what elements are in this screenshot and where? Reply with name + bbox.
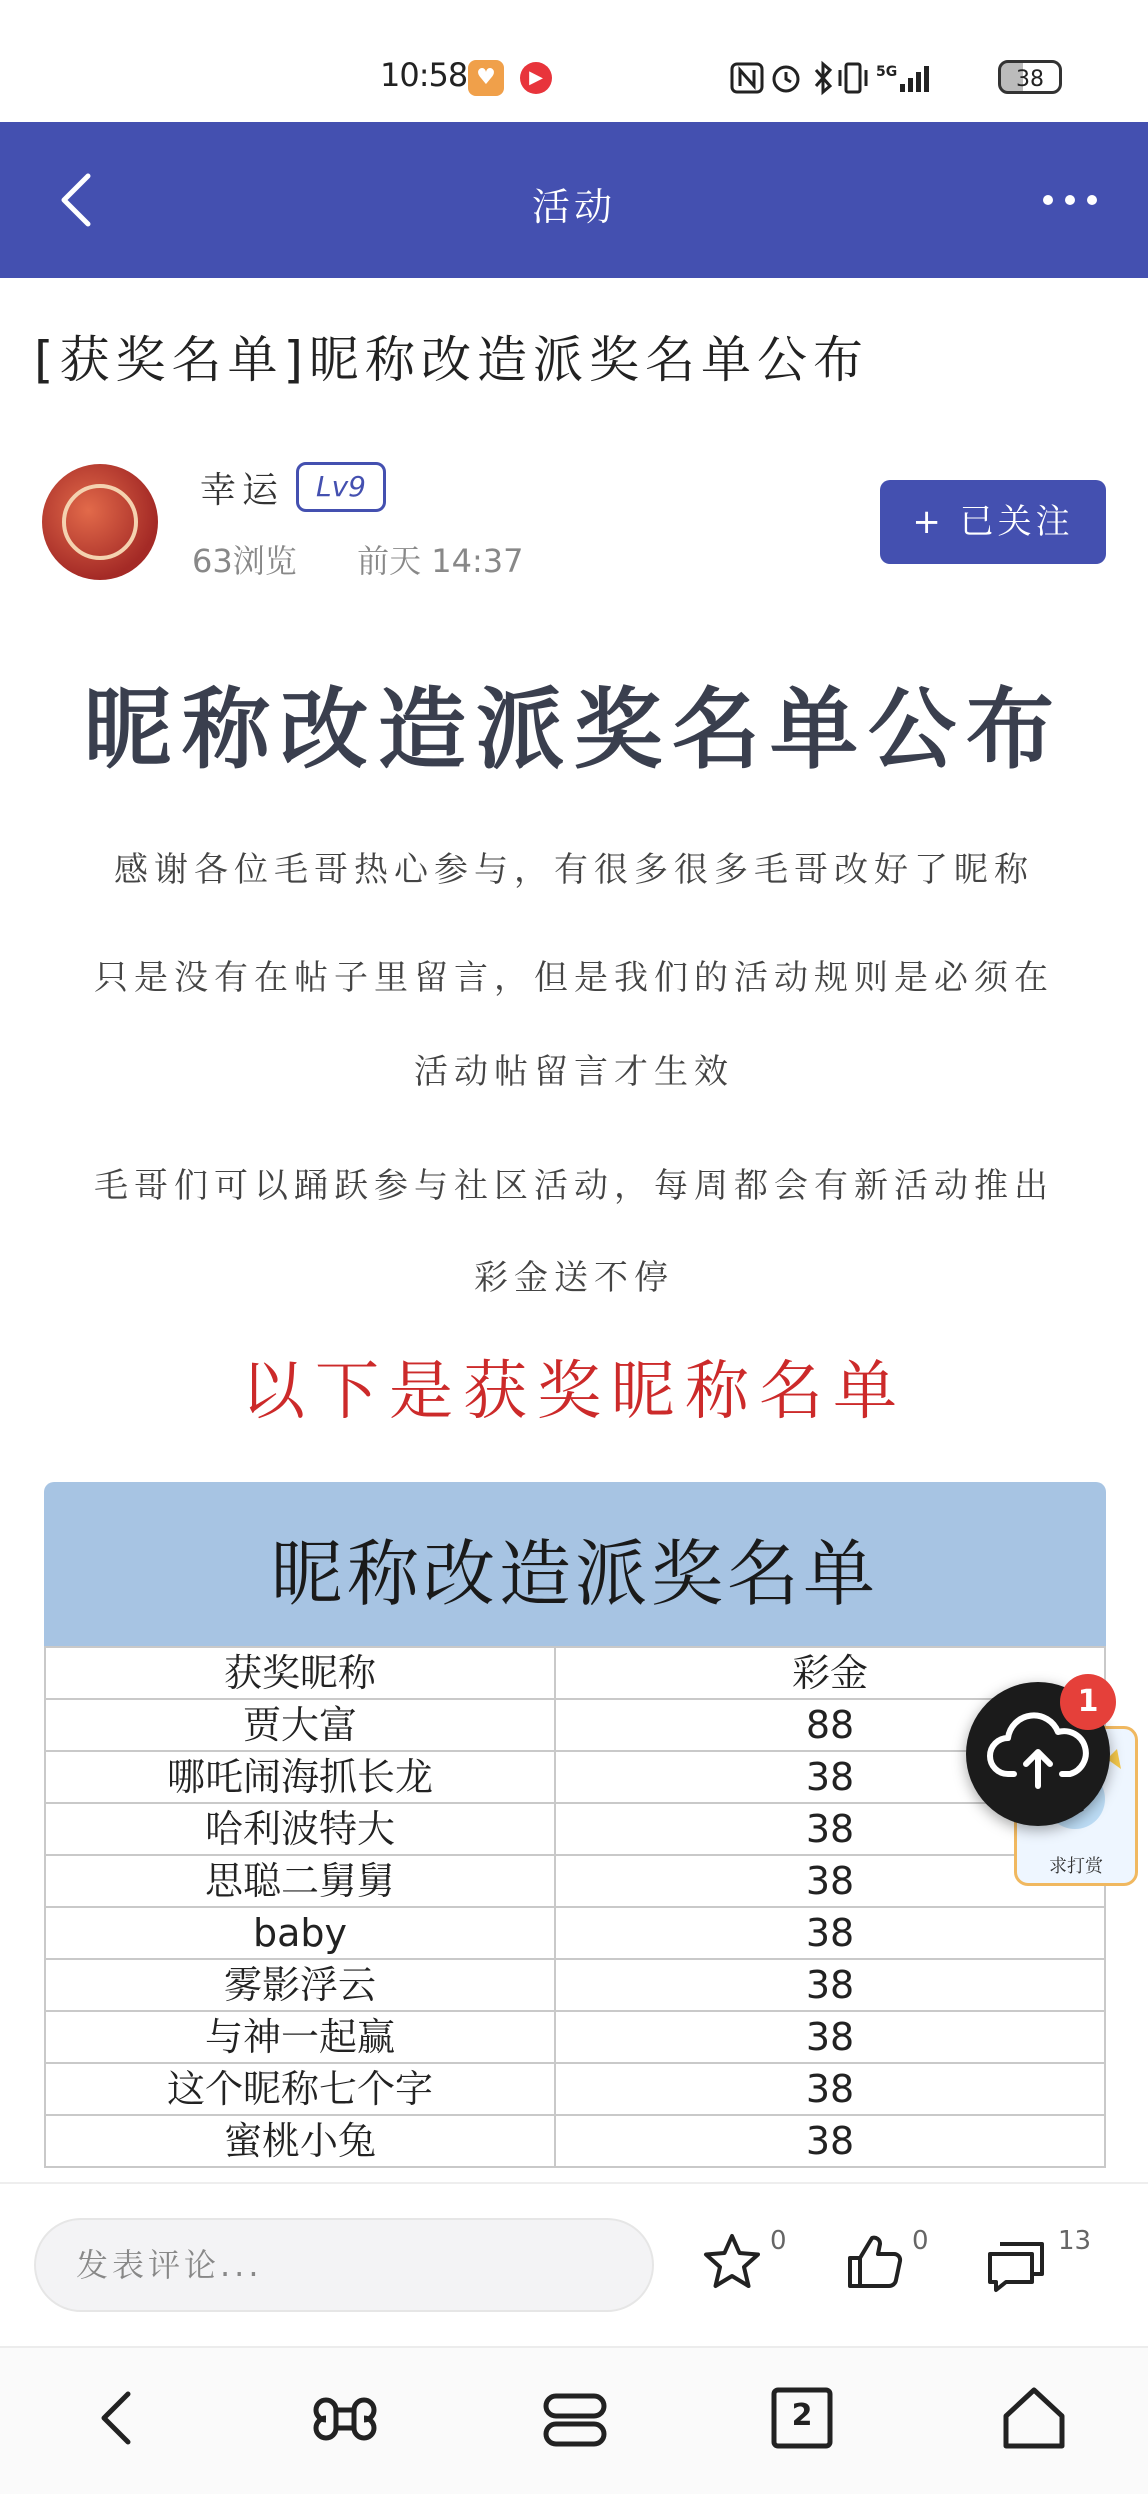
table-row: [45, 1803, 1105, 1855]
follow-button[interactable]: + 已关注: [880, 480, 1106, 564]
video-app-icon: ▶: [520, 62, 552, 94]
5g-signal-icon: [876, 64, 929, 92]
post-time: 前天 14:37: [357, 542, 524, 580]
winner-nickname: 贾大富: [45, 1699, 555, 1751]
winner-nickname: 这个昵称七个字: [45, 2063, 555, 2115]
winner-nickname: 哈利波特大: [45, 1803, 555, 1855]
table-row: [45, 2063, 1105, 2115]
page-title: 活动: [531, 185, 616, 229]
command-icon: [312, 2386, 378, 2452]
author-name[interactable]: 幸运: [200, 470, 285, 511]
favorite-count: 0: [770, 2226, 787, 2256]
winner-nickname: 思聪二舅舅: [45, 1855, 555, 1907]
table-row: [45, 2115, 1105, 2167]
winner-nickname: 与神一起赢: [45, 2011, 555, 2063]
winner-prize: 38: [555, 1751, 1105, 1803]
nav-home-button[interactable]: [1000, 2384, 1068, 2456]
winner-prize: 38: [555, 1855, 1105, 1907]
alarm-icon: [774, 67, 798, 91]
vibrate-icon: [840, 64, 866, 92]
avatar-koi-decoration: [62, 484, 138, 560]
favorite-button[interactable]: [700, 2230, 764, 2298]
table-header-row: [45, 1647, 1105, 1699]
notification-badge: 1: [1060, 1674, 1116, 1730]
winner-prize: 38: [555, 2063, 1105, 2115]
winner-prize: 38: [555, 1803, 1105, 1855]
avatar[interactable]: [42, 464, 158, 580]
winner-prize: 38: [555, 2115, 1105, 2167]
table-title: 昵称改造派奖名单: [270, 1532, 879, 1616]
table-row: [45, 1699, 1105, 1751]
winners-table-image[interactable]: [44, 1482, 1106, 2182]
winner-nickname: 哪吒闹海抓长龙: [45, 1751, 555, 1803]
winners-table: [44, 1646, 1106, 2168]
winners-heading: 以下是获奖昵称名单: [241, 1355, 907, 1429]
winner-nickname: 蜜桃小兔: [45, 2115, 555, 2167]
status-time: 10:58: [380, 56, 468, 94]
winner-prize: 38: [555, 2011, 1105, 2063]
mascot-label: 求打赏: [1049, 1856, 1103, 1877]
article-paragraph-4: 毛哥们可以踊跃参与社区活动，每周都会有新活动推出: [94, 1166, 1054, 1206]
like-count: 0: [912, 2226, 929, 2256]
nfc-icon: [732, 64, 762, 92]
like-button[interactable]: [842, 2230, 906, 2298]
more-icon[interactable]: [1040, 190, 1100, 214]
bluetooth-icon: [816, 64, 830, 92]
post-meta: [192, 536, 523, 582]
home-icon: [1000, 2384, 1068, 2452]
nav-back-button[interactable]: [90, 2386, 146, 2454]
comment-icon: [984, 2230, 1048, 2294]
article-paragraph-3: 活动帖留言才生效: [414, 1052, 734, 1092]
comment-count: 13: [1058, 2226, 1092, 2256]
nav-apps-button[interactable]: [312, 2386, 378, 2456]
chevron-left-icon: [90, 2386, 146, 2450]
article-paragraph-1: 感谢各位毛哥热心参与，有很多很多毛哥改好了昵称: [114, 850, 1034, 890]
svg-text:5G: 5G: [876, 64, 898, 80]
table-row: [45, 1907, 1105, 1959]
status-icons: [730, 58, 980, 102]
winner-nickname: baby: [45, 1907, 555, 1959]
column-header: 获奖昵称: [45, 1647, 555, 1699]
winner-prize: 88: [555, 1699, 1105, 1751]
winner-prize: 38: [555, 1907, 1105, 1959]
article-paragraph-2: 只是没有在帖子里留言，但是我们的活动规则是必须在: [94, 958, 1054, 998]
comments-button[interactable]: [984, 2230, 1048, 2298]
column-header: 彩金: [555, 1647, 1105, 1699]
post-title: [获奖名单]昵称改造派奖名单公布: [34, 331, 870, 389]
view-count: 63浏览: [192, 542, 297, 580]
thumbs-up-icon: [842, 2230, 906, 2294]
winner-prize: 38: [555, 1959, 1105, 2011]
app-notification-icon: ♥: [468, 60, 504, 96]
winner-nickname: 雾影浮云: [45, 1959, 555, 2011]
article-heading: 昵称改造派奖名单公布: [83, 678, 1064, 781]
battery-icon: 38: [998, 60, 1062, 94]
tabs-count: 2: [791, 2398, 813, 2433]
menu-icon: [540, 2390, 610, 2450]
table-row: [45, 2011, 1105, 2063]
article-paragraph-5: 彩金送不停: [474, 1258, 674, 1298]
table-row: [45, 1855, 1105, 1907]
star-icon: [700, 2230, 764, 2294]
level-badge: Lv9: [296, 462, 386, 512]
nav-menu-button[interactable]: [540, 2390, 610, 2454]
comment-input[interactable]: 发表评论...: [34, 2218, 654, 2312]
table-row: [45, 1959, 1105, 2011]
table-row: [45, 1751, 1105, 1803]
